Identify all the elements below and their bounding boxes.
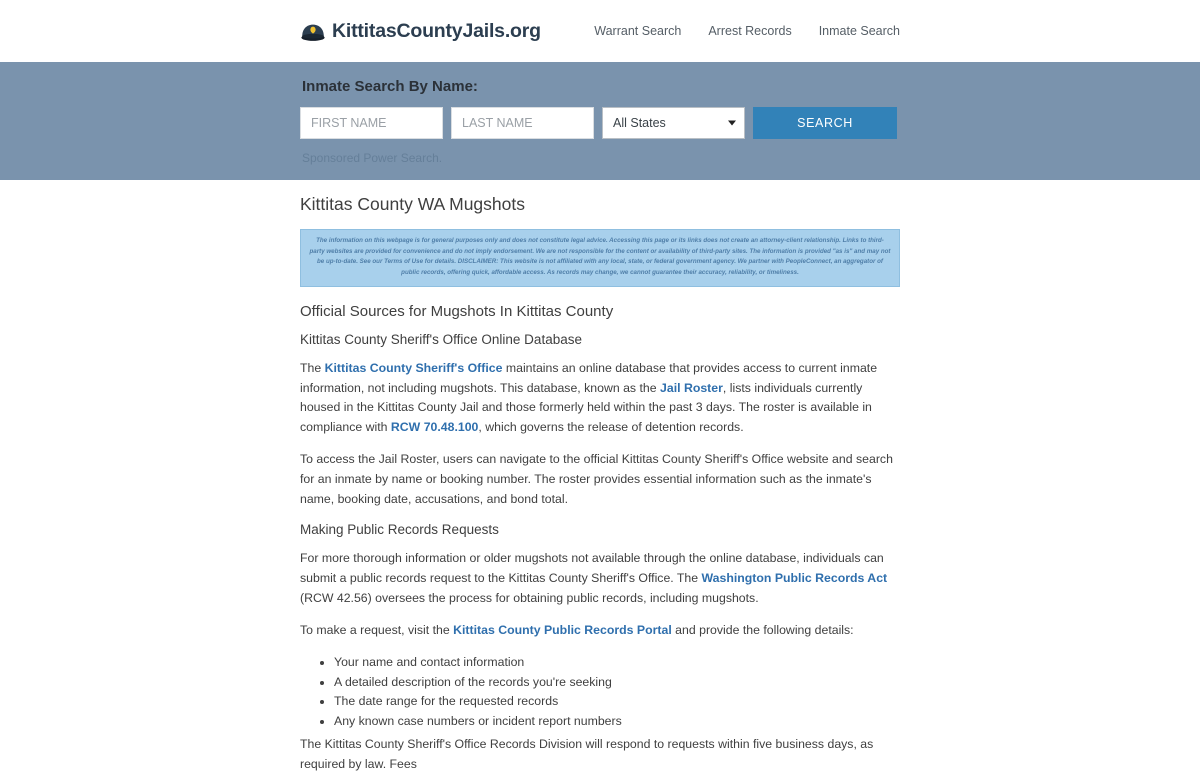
list-item: • The date range for the requested records [334, 692, 900, 712]
state-select[interactable] [602, 107, 745, 139]
last-name-input[interactable] [451, 107, 594, 139]
para1-text-3: , lists individuals currently housed in the Kittitas County Jail and those formerly held within the past 3 days. The roster is available in compliance with [300, 380, 872, 435]
nav-item-arrest-records[interactable]: Arrest Records [708, 24, 792, 38]
subsection-title-public-records: Making Public Records Requests [300, 521, 499, 537]
list-item: • A detailed description of the records you're seeking [334, 673, 900, 693]
site-logo-text: KittitasCountyJails.org [332, 19, 541, 42]
section-title-official-sources: Official Sources for Mugshots In Kittitas County [300, 302, 614, 320]
disclaimer-box [300, 229, 900, 287]
page-title: Kittitas County WA Mugshots [300, 194, 525, 214]
inmate-search-heading: Inmate Search By Name: [302, 78, 478, 95]
paragraph-access-jail-roster: To access the Jail Roster, users can navigate to the official Kittitas County Sheriff's Office website and search for an inmate by name or booking number. The roster provides essential information such as the inmate's name, booking date, accusations, and bond total. [300, 452, 893, 507]
list-item: • Any known case numbers or incident report numbers [334, 712, 900, 732]
para3-text-1: For more thorough information or older mugshots not available through the online database, individuals can submit a public records request to the Kittitas County Sheriff's Office. The [300, 550, 884, 585]
sponsored-note: Sponsored Power Search. [302, 151, 443, 165]
inmate-search-band [0, 62, 1200, 180]
subsection-title-online-database: Kittitas County Sheriff's Office Online Database [300, 331, 582, 347]
inmate-search-inner [300, 78, 900, 165]
header-inner [300, 0, 900, 62]
paragraph-make-a-request [300, 621, 900, 641]
nav-item-warrant-search[interactable]: Warrant Search [594, 24, 682, 38]
paragraph-response-time: The Kittitas County Sheriff's Office Records Division will respond to requests within five business days, as required by law. Fees [300, 737, 874, 772]
para4-text-1: To make a request, visit the [300, 622, 454, 637]
police-cap-icon [300, 18, 326, 44]
paragraph-online-database [300, 359, 900, 439]
para1-text-2: maintains an online database that provides access to current inmate information, not including mugshots. This database, known as the [300, 360, 878, 395]
request-details-list [300, 653, 900, 733]
list-item: • Your name and contact information [334, 653, 900, 673]
link-public-records-portal[interactable]: Kittitas County Public Records Portal [453, 622, 672, 637]
inmate-search-form [300, 107, 900, 139]
para3-text-2: (RCW 42.56) oversees the process for obtaining public records, including mugshots. [300, 590, 759, 605]
link-jail-roster[interactable]: Jail Roster [660, 380, 723, 395]
search-button[interactable]: SEARCH [753, 107, 897, 139]
para1-text-4: , which governs the release of detention records. [478, 420, 744, 435]
main-navigation [594, 24, 900, 38]
para1-text-1: The [300, 360, 325, 375]
disclaimer-text: The information on this webpage is for general purposes only and does not constitute legal advice. Accessing this page or its links does not create an attorney-client relationship. Links to third-party websites are provided for convenience and do not imply endorsement. We are not responsible for the content or availability of third-party sites. The information is provided "as is" and may not be up-to-date. See our Terms of Use for details. DISCLAIMER: This website is not affiliated with any local, state, or federal government agency. We partner with PeopleConnect, an aggregator of public records, offering quick, affordable access. As records may change, we cannot guarantee their accuracy, reliability, or timeliness. [309, 237, 891, 276]
paragraph-public-records-act [300, 549, 900, 609]
link-washington-public-records-act[interactable]: Washington Public Records Act [701, 570, 888, 585]
link-sheriffs-office[interactable]: Kittitas County Sheriff's Office [324, 360, 503, 375]
nav-item-inmate-search[interactable]: Inmate Search [818, 24, 900, 38]
para4-text-2: and provide the following details: [671, 622, 854, 637]
main-content [300, 180, 900, 775]
link-rcw-70-48-100[interactable]: RCW 70.48.100 [390, 420, 479, 435]
chevron-down-icon [728, 121, 736, 126]
state-select-value: All States [602, 107, 745, 139]
site-logo-link[interactable] [300, 18, 541, 44]
first-name-input[interactable] [300, 107, 443, 139]
site-header [0, 0, 1200, 62]
